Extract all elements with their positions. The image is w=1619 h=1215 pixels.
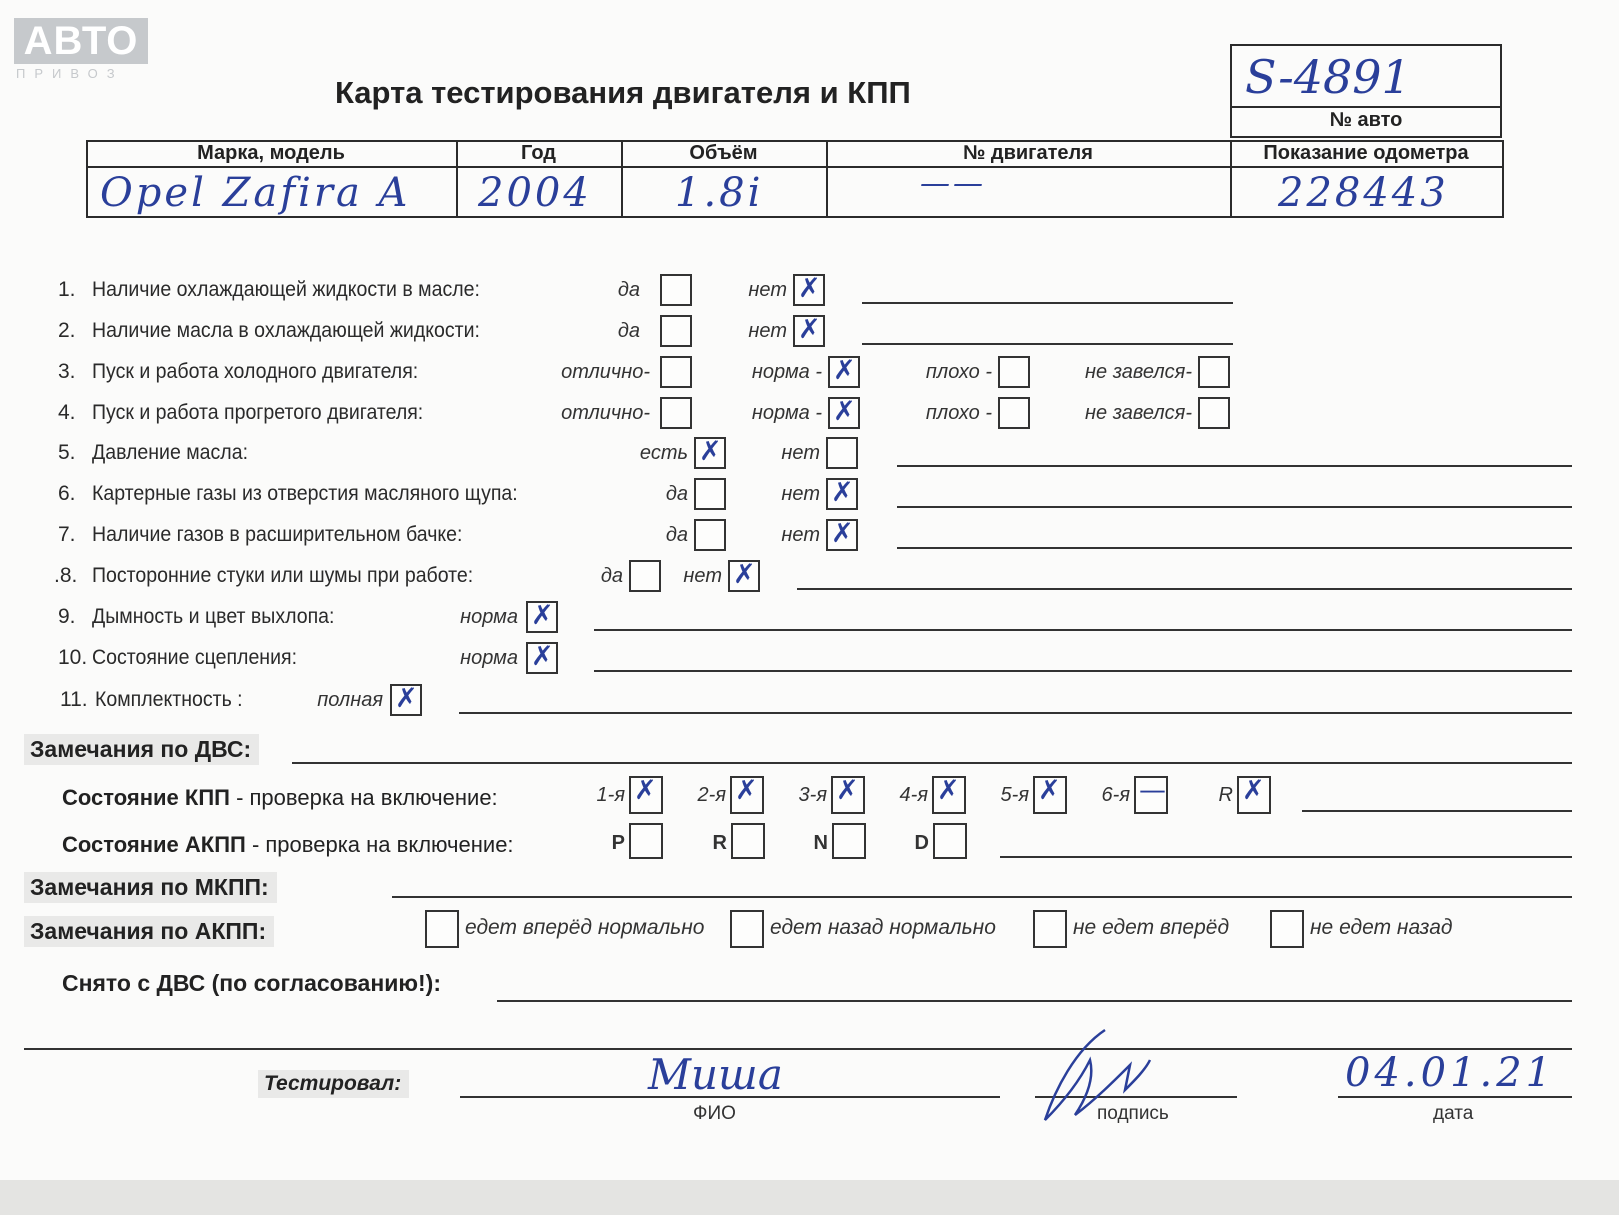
option-label: полная	[317, 689, 383, 711]
check-mark: ✗	[833, 355, 856, 386]
gear-checkbox[interactable]	[831, 776, 865, 814]
option-label: не завелся-	[1085, 361, 1192, 383]
mode-checkbox[interactable]	[731, 823, 765, 859]
checkbox[interactable]	[793, 274, 825, 306]
date-caption: дата	[1433, 1103, 1474, 1124]
option-label: плохо -	[925, 402, 992, 424]
table-value: 1.8i	[675, 170, 764, 216]
fio-caption: ФИО	[693, 1103, 736, 1124]
option-label: норма	[460, 606, 518, 628]
option-label: не завелся-	[1085, 402, 1192, 424]
extra-line[interactable]	[24, 1048, 1572, 1050]
mkpp-remarks-line[interactable]	[392, 896, 1572, 898]
remark-option-label: едет назад нормально	[770, 916, 996, 939]
gear-label: 3-я	[798, 784, 827, 806]
gear-label: 2-я	[697, 784, 726, 806]
checkbox[interactable]	[390, 684, 422, 716]
removed-line[interactable]	[497, 1000, 1572, 1002]
row-label: Дымность и цвет выхлопа:	[92, 605, 335, 628]
tested-label: Тестировал:	[258, 1070, 409, 1098]
remark-checkbox[interactable]	[425, 910, 459, 948]
row-label: Наличие охлаждающей жидкости в масле:	[92, 278, 480, 301]
comment-line[interactable]	[797, 588, 1572, 590]
remark-checkbox[interactable]	[1270, 910, 1304, 948]
checkbox[interactable]	[998, 356, 1030, 388]
mode-label: P	[611, 832, 625, 854]
table-value: ——	[920, 166, 986, 201]
mode-label: D	[914, 832, 929, 854]
table-value: 228443	[1278, 170, 1449, 216]
option-label: отлично-	[561, 402, 650, 424]
gear-label: 5-я	[1000, 784, 1029, 806]
gear-label: 4-я	[899, 784, 928, 806]
table-header-label: Объём	[689, 142, 758, 164]
option-label: да	[665, 483, 688, 505]
table-header-label: Показание одометра	[1263, 142, 1469, 164]
gear-mark: ✗	[634, 775, 657, 806]
comment-line[interactable]	[594, 629, 1572, 631]
row-label: Наличие масла в охлаждающей жидкости:	[92, 319, 480, 342]
check-mark: ✗	[531, 641, 554, 672]
check-mark: ✗	[831, 518, 854, 549]
comment-line[interactable]	[862, 343, 1233, 345]
row-label: Наличие газов в расширительном бачке:	[92, 523, 463, 546]
gear-mark: ✗	[735, 775, 758, 806]
check-mark: ✗	[831, 477, 854, 508]
gear-mark: ✗	[1038, 775, 1061, 806]
option-label: норма	[460, 647, 518, 669]
row-number: 5.	[58, 441, 76, 464]
gear-label: R	[1218, 784, 1233, 806]
option-label: есть	[639, 442, 688, 464]
row-number: 3.	[58, 360, 76, 383]
kpp-line[interactable]	[1302, 810, 1572, 812]
check-mark: ✗	[733, 559, 756, 590]
remark-checkbox[interactable]	[1033, 910, 1067, 948]
removed-label: Снято с ДВС (по согласованию!):	[62, 970, 441, 996]
gear-checkbox[interactable]	[1134, 776, 1168, 814]
gear-mark: ✗	[836, 775, 859, 806]
table-header-label: № двигателя	[963, 142, 1093, 164]
gear-checkbox[interactable]	[629, 776, 663, 814]
gear-mark: ✗	[937, 775, 960, 806]
gear-checkbox[interactable]	[730, 776, 764, 814]
checkbox[interactable]	[526, 642, 558, 674]
checkbox[interactable]	[526, 601, 558, 633]
checkbox[interactable]	[828, 356, 860, 388]
row-label: Посторонние стуки или шумы при работе:	[92, 564, 474, 587]
akpp-label: Состояние АКПП - проверка на включение:	[62, 832, 514, 857]
option-label: да	[617, 320, 640, 342]
option-label: нет	[781, 524, 820, 546]
checkbox[interactable]	[660, 397, 692, 429]
row-number: 9.	[58, 605, 76, 628]
kpp-label: Состояние КПП - проверка на включение:	[62, 785, 498, 810]
car-number-value: S-4891	[1245, 50, 1411, 104]
check-mark: ✗	[699, 436, 722, 467]
option-label: нет	[781, 483, 820, 505]
checkbox[interactable]	[828, 397, 860, 429]
check-mark: ✗	[798, 273, 821, 304]
comment-line[interactable]	[594, 670, 1572, 672]
signature-caption: подпись	[1097, 1103, 1169, 1124]
option-label: нет	[748, 320, 787, 342]
row-number: 1.	[58, 278, 76, 301]
akpp-line[interactable]	[1000, 856, 1572, 858]
table-value-cell[interactable]	[826, 166, 1232, 218]
option-label: плохо -	[925, 361, 992, 383]
option-label: нет	[781, 442, 820, 464]
check-mark: ✗	[531, 600, 554, 631]
option-label: да	[600, 565, 623, 587]
row-label: Пуск и работа прогретого двигателя:	[92, 401, 424, 424]
car-number-label: № авто	[1329, 109, 1403, 131]
gear-checkbox[interactable]	[1237, 776, 1271, 814]
table-header-label: Год	[521, 142, 556, 164]
row-number: 4.	[58, 401, 76, 424]
date-value: 04.01.21	[1345, 1050, 1556, 1096]
row-label: Давление масла:	[92, 441, 248, 464]
comment-line[interactable]	[459, 712, 1572, 714]
mode-checkbox[interactable]	[832, 823, 866, 859]
checkbox[interactable]	[826, 478, 858, 510]
remark-option-label: едет вперёд нормально	[465, 916, 705, 939]
checkbox[interactable]	[998, 397, 1030, 429]
checkbox[interactable]	[1198, 356, 1230, 388]
table-value: Opel Zafira A	[100, 170, 411, 216]
gear-label: 6-я	[1101, 784, 1130, 806]
fio-value: Миша	[648, 1050, 783, 1099]
checkbox[interactable]	[728, 560, 760, 592]
option-label: нет	[748, 279, 787, 301]
remark-checkbox[interactable]	[730, 910, 764, 948]
option-label: норма -	[751, 361, 822, 383]
option-label: отлично-	[561, 361, 650, 383]
row-label: Пуск и работа холодного двигателя:	[92, 360, 419, 383]
option-label: да	[617, 279, 640, 301]
option-label: норма -	[751, 402, 822, 424]
row-label: Картерные газы из отверстия масляного щупа:	[92, 482, 518, 505]
checkbox[interactable]	[1198, 397, 1230, 429]
remark-option-label: не едет вперёд	[1073, 916, 1230, 939]
checkbox[interactable]	[793, 315, 825, 347]
logo-subtitle: ПРИВОЗ	[16, 66, 124, 81]
checkbox[interactable]	[826, 519, 858, 551]
logo: АВТО	[14, 18, 148, 64]
gear-label: 1-я	[596, 784, 625, 806]
row-label: Комплектность :	[95, 688, 243, 711]
mode-label: N	[813, 832, 828, 854]
mkpp-remarks-label: Замечания по МКПП:	[24, 872, 277, 903]
remark-option-label: не едет назад	[1310, 916, 1453, 939]
row-number: 10.	[58, 646, 88, 669]
row-number: 7.	[58, 523, 76, 546]
row-number: 11.	[60, 688, 88, 711]
dvs-remarks-label: Замечания по ДВС:	[24, 734, 259, 765]
table-header-label: Марка, модель	[197, 142, 345, 164]
comment-line[interactable]	[862, 302, 1233, 304]
row-number: 2.	[58, 319, 76, 342]
check-mark: ✗	[798, 314, 821, 345]
date-line[interactable]	[1338, 1096, 1572, 1098]
row-number: .8.	[54, 564, 78, 587]
mode-checkbox[interactable]	[629, 823, 663, 859]
gear-mark: —	[1139, 775, 1166, 806]
gear-checkbox[interactable]	[1033, 776, 1067, 814]
comment-line[interactable]	[897, 506, 1572, 508]
page-title: Карта тестирования двигателя и КПП	[335, 75, 911, 110]
table-value: 2004	[478, 170, 592, 216]
row-number: 6.	[58, 482, 76, 505]
comment-line[interactable]	[897, 547, 1572, 549]
gear-mark: ✗	[1242, 775, 1265, 806]
gear-checkbox[interactable]	[932, 776, 966, 814]
akpp-remarks-label: Замечания по АКПП:	[24, 916, 274, 947]
row-label: Состояние сцепления:	[92, 646, 298, 669]
comment-line[interactable]	[897, 465, 1572, 467]
mode-checkbox[interactable]	[933, 823, 967, 859]
mode-label: R	[712, 832, 727, 854]
option-label: нет	[683, 565, 722, 587]
scan-edge	[0, 1180, 1619, 1215]
checkbox[interactable]	[660, 356, 692, 388]
check-mark: ✗	[395, 683, 418, 714]
check-mark: ✗	[833, 396, 856, 427]
option-label: да	[665, 524, 688, 546]
dvs-remarks-line[interactable]	[292, 762, 1572, 764]
checkbox[interactable]	[826, 437, 858, 469]
